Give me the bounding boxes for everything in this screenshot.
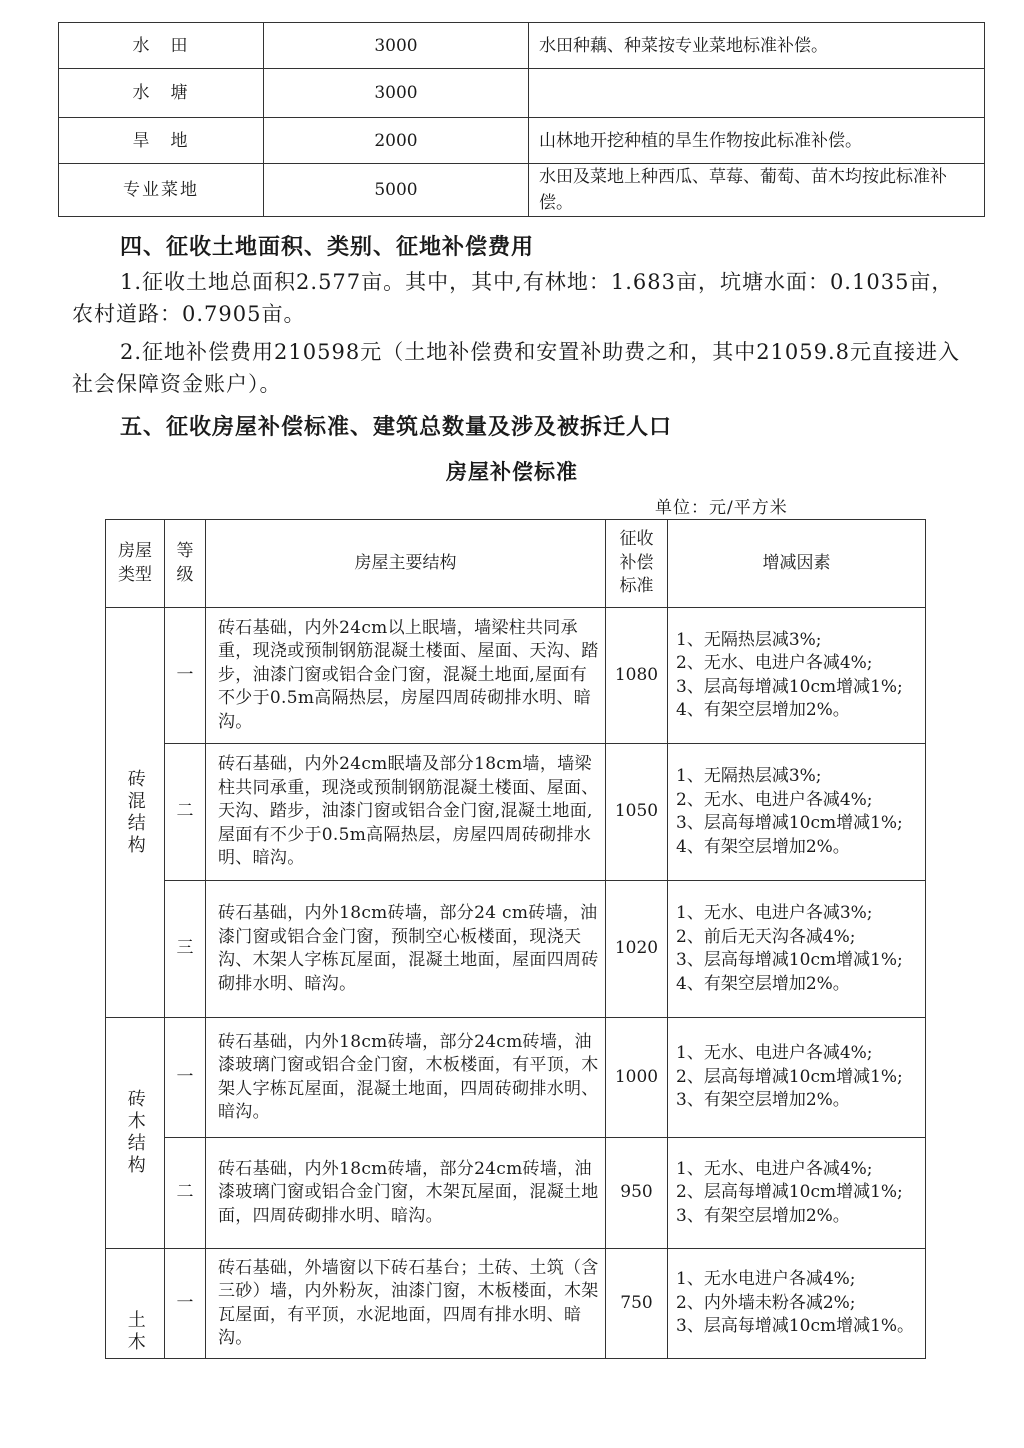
- land-type-cell: 专业菜地: [59, 164, 264, 217]
- structure-cell: 砖石基础，内外18cm砖墙，部分24cm砖墙，油漆玻璃门窗或铝合金门窗，木架瓦屋面，混凝土地面，四周砖砌排水明、暗沟。: [206, 1138, 606, 1249]
- factor-item: 2、无水、电进户各减4%;: [676, 653, 873, 673]
- amount-cell: 3000: [264, 23, 529, 69]
- factor-item: 1、无水、电进户各减4%;: [676, 1043, 873, 1064]
- factors-cell: [668, 1138, 926, 1249]
- table-row: [106, 1249, 926, 1359]
- header-grade: 等级: [165, 520, 206, 608]
- factor-item: 1、无水、电进户各减4%;: [676, 1158, 873, 1179]
- standard-cell: 750: [606, 1249, 668, 1359]
- structure-cell: 砖石基础，内外18cm砖墙，部分24cm砖墙，油漆玻璃门窗或铝合金门窗，木板楼面，有平顶，木架人字栋瓦屋面，混凝土地面，四周砖砌排水明、暗沟。: [206, 1018, 606, 1138]
- factor-item: 4、有架空层增加2%。: [676, 700, 850, 720]
- group-brick-wood: 砖木结构: [106, 1018, 165, 1249]
- grade-cell: 二: [165, 744, 206, 881]
- unit-label: 单位：元/平方米: [655, 498, 788, 518]
- header-structure: 房屋主要结构: [206, 520, 606, 608]
- table-row: [59, 23, 985, 69]
- table-row: [106, 744, 926, 881]
- house-compensation-table: [105, 519, 926, 1359]
- amount-cell: 5000: [264, 164, 529, 217]
- factor-item: 2、前后无天沟各减4%;: [676, 926, 856, 947]
- header-type: 房屋类型: [106, 520, 165, 608]
- land-type-cell: 水 塘: [59, 69, 264, 118]
- factor-item: 2、层高每增减10cm增减1%;: [676, 1066, 903, 1087]
- table-row: [59, 118, 985, 164]
- table-row: [106, 881, 926, 1018]
- note-cell: 水田及菜地上种西瓜、草莓、葡萄、苗木均按此标准补偿。: [529, 164, 985, 217]
- group-earth-wood: 土木: [106, 1249, 165, 1359]
- land-type-cell: 水 田: [59, 23, 264, 69]
- structure-cell: 砖石基础，内外18cm砖墙，部分24 cm砖墙，油漆门窗或铝合金门窗，预制空心板楼面，现浇天沟、木架人字栋瓦屋面，混凝土地面，屋面四周砖砌排水明、暗沟。: [206, 881, 606, 1018]
- factor-item: 3、层高每增减10cm增减1%;: [676, 676, 903, 697]
- factor-item: 3、有架空层增加2%。: [676, 1205, 850, 1226]
- amount-cell: 3000: [264, 69, 529, 118]
- grade-cell: 一: [165, 1018, 206, 1138]
- factor-item: 1、无隔热层减3%;: [676, 629, 822, 650]
- factors-cell: [668, 1249, 926, 1359]
- grade-cell: 一: [165, 1249, 206, 1359]
- standard-cell: 1080: [606, 608, 668, 744]
- header-factors: 增减因素: [668, 520, 926, 608]
- factor-item: 3、层高每增减10cm增减1%;: [676, 813, 903, 833]
- land-type-cell: 旱 地: [59, 118, 264, 164]
- factors-cell: [668, 1018, 926, 1138]
- group-brick-concrete: 砖混结构: [106, 608, 165, 1018]
- section4-paragraph-1: 1.征收土地总面积2.577亩。其中，其中,有林地：1.683亩，坑塘水面：0.1035亩，农村道路：0.7905亩。: [72, 270, 954, 326]
- structure-cell: 砖石基础，内外24cm眠墙及部分18cm墙，墙梁柱共同承重，现浇或预制钢筋混凝土楼面、屋面、天沟、踏步，油漆门窗或铝合金门窗,混凝土地面,屋面有不少于0.5m高隔热层，房屋四周砖砌排水明、暗沟。: [206, 744, 606, 881]
- factor-item: 1、无水电进户各减4%;: [676, 1269, 856, 1290]
- standard-cell: 1020: [606, 881, 668, 1018]
- factor-item: 1、无隔热层减3%;: [676, 766, 822, 786]
- factor-item: 2、内外墙未粉各减2%;: [676, 1292, 856, 1313]
- table-row: [106, 1018, 926, 1138]
- standard-cell: 950: [606, 1138, 668, 1249]
- standard-cell: 1000: [606, 1018, 668, 1138]
- factor-item: 3、层高每增减10cm增减1%。: [676, 1316, 915, 1337]
- note-cell: 水田种藕、种菜按专业菜地标准补偿。: [529, 23, 985, 69]
- table-row: [59, 69, 985, 118]
- note-cell: [529, 69, 985, 118]
- factor-item: 4、有架空层增加2%。: [676, 973, 850, 994]
- header-standard: 征收补偿标准: [606, 520, 668, 608]
- structure-cell: 砖石基础，内外24cm以上眠墙，墙梁柱共同承重，现浇或预制钢筋混凝土楼面、屋面、天沟、踏步，油漆门窗或铝合金门窗，混凝土地面,屋面有不少于0.5m高隔热层，房屋四周砖砌排水明、暗沟。: [206, 608, 606, 744]
- grade-cell: 二: [165, 1138, 206, 1249]
- factor-item: 2、无水、电进户各减4%;: [676, 789, 873, 810]
- section5-heading: 五、征收房屋补偿标准、建筑总数量及涉及被拆迁人口: [120, 415, 673, 440]
- header-row: [106, 520, 926, 608]
- factors-cell: [668, 881, 926, 1018]
- land-compensation-table: [58, 22, 985, 217]
- factor-item: 3、层高每增减10cm增减1%;: [676, 950, 903, 970]
- standard-cell: 1050: [606, 744, 668, 881]
- amount-cell: 2000: [264, 118, 529, 164]
- grade-cell: 三: [165, 881, 206, 1018]
- structure-cell: 砖石基础，外墙窗以下砖石基台；土砖、土筑（含三砂）墙，内外粉灰，油漆门窗，木板楼面，木架瓦屋面，有平顶，水泥地面，四周有排水明、暗沟。: [206, 1249, 606, 1359]
- table-title: 房屋补偿标准: [446, 460, 578, 484]
- table-row: [106, 608, 926, 744]
- note-cell: 山林地开挖种植的旱生作物按此标准补偿。: [529, 118, 985, 164]
- factor-item: 1、无水、电进户各减3%;: [676, 903, 873, 923]
- section4-paragraph-2: 2.征地补偿费用210598元（土地补偿费和安置补助费之和，其中21059.8元直接进入社会保障资金账户）。: [72, 340, 961, 396]
- factor-item: 2、层高每增减10cm增减1%;: [676, 1182, 903, 1203]
- factors-cell: [668, 744, 926, 881]
- factor-item: 4、有架空层增加2%。: [676, 836, 850, 857]
- section4-heading: 四、征收土地面积、类别、征地补偿费用: [120, 235, 535, 260]
- grade-cell: 一: [165, 608, 206, 744]
- table-row: [59, 164, 985, 217]
- factors-cell: [668, 608, 926, 744]
- factor-item: 3、有架空层增加2%。: [676, 1090, 850, 1111]
- table-row: [106, 1138, 926, 1249]
